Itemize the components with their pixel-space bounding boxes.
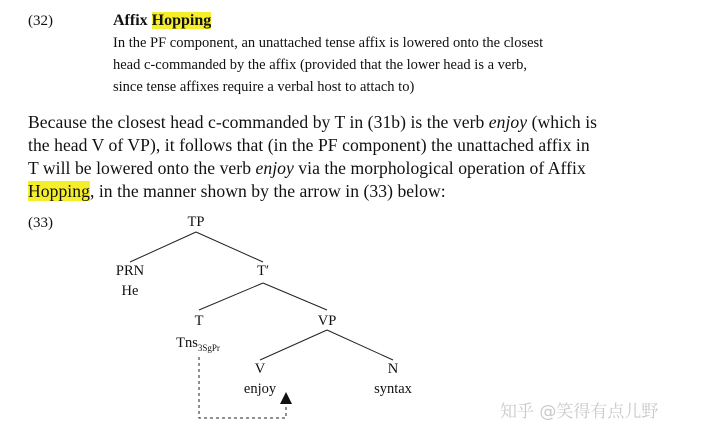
node-n: N [387,361,399,377]
rule-title: Affix Hopping [113,12,212,29]
node-t: T [194,313,204,329]
paragraph-line-2: the head V of VP), it follows that (in the PF component) the unattached affix in [28,135,590,155]
branch-tp-prn [130,232,196,262]
example-number-32: (32) [28,13,53,29]
node-v: V [254,361,266,377]
leaf-syntax: syntax [374,381,412,397]
node-tp: TP [187,214,205,230]
rule-line-1: In the PF component, an unattached tense affix is lowered onto the closest [113,35,544,51]
highlight-hopping-paragraph: Hopping [28,181,90,201]
branch-tp-tbar [196,232,263,262]
branch-tbar-t [199,283,263,310]
rule-line-2: head c-commanded by the affix (provided that the lower head is a verb, [113,57,528,73]
node-vp: VP [317,313,337,329]
node-prn: PRN [115,263,145,279]
watermark: 知乎 @笑得有点儿野 [500,402,659,422]
branch-tbar-vp [263,283,327,310]
leaf-he: He [121,283,139,299]
branch-vp-n [327,330,393,360]
branch-vp-v [260,330,327,360]
rule-line-3: since tense affixes require a verbal host to attach to) [113,79,415,95]
example-number-33: (33) [28,215,53,231]
paragraph-line-1: Because the closest head c-commanded by T in (31b) is the verb enjoy (which is [28,112,598,132]
leaf-tns: Tns$_{3SgPr}$ [176,335,220,353]
leaf-enjoy: enjoy [243,381,277,397]
paragraph-line-4: Hopping, in the manner shown by the arrow in (33) below: [28,181,446,201]
affix-hopping-arrowhead [280,392,292,404]
paragraph-line-3: T will be lowered onto the verb enjoy via the morphological operation of Affix [28,158,586,178]
highlight-hopping-title: Hopping [151,12,212,29]
node-t-bar: T′ [256,263,270,279]
